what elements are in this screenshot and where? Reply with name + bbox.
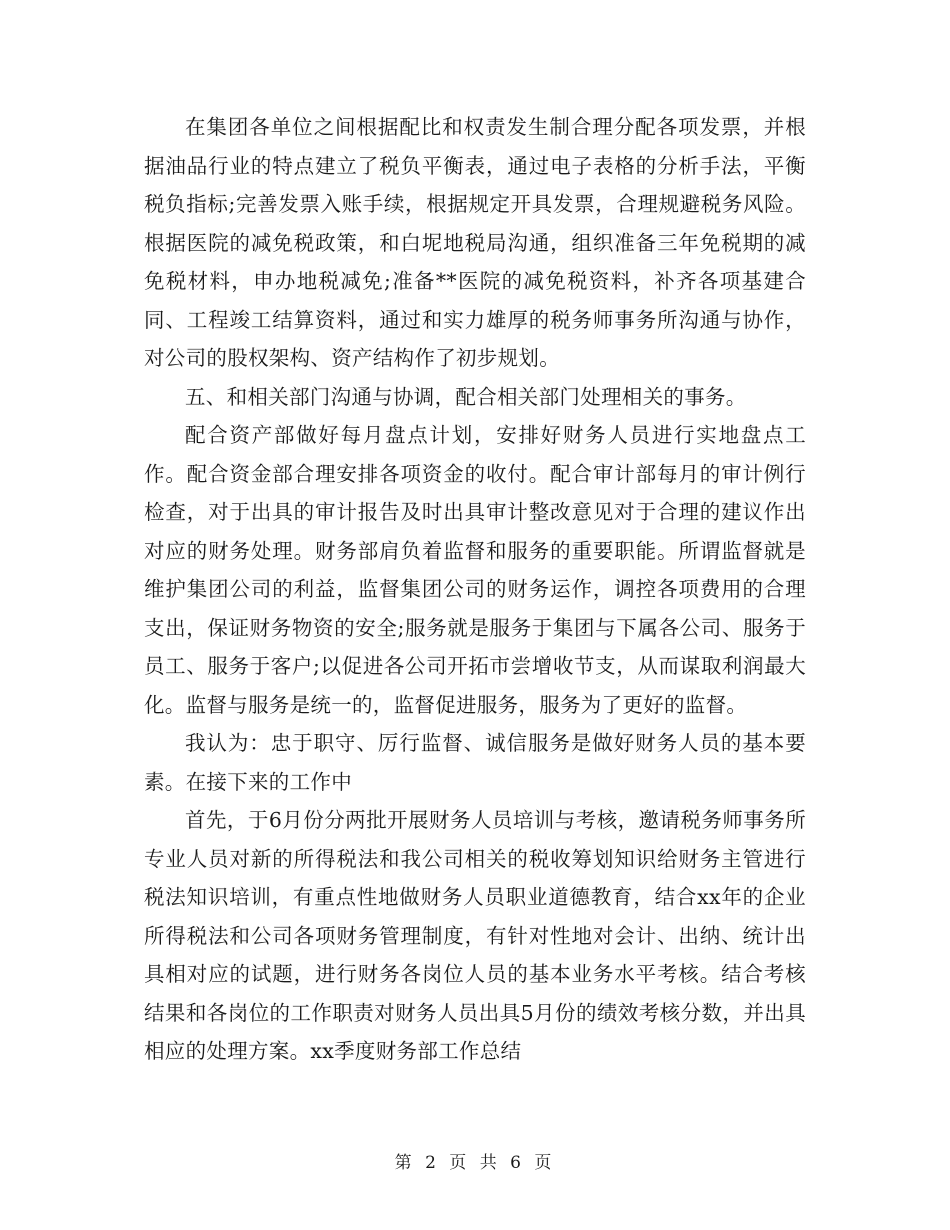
paragraph-department-cooperation: 配合资产部做好每月盘点计划，安排好财务人员进行实地盘点工作。配合资金部合理安排各项资金的收付。配合审计部每月的审计例行检查，对于出具的审计报告及时出具审计整改意见对于合理的建议作出对应的财务处理。财务部肩负着监督和服务的重要职能。所谓监督就是维护集团公司的利益，监督集团公司的财务运作，调控各项费用的合理支出，保证财务物资的安全;服务就是服务于集团与下属各公司、服务于员工、服务于客户;以促进各公司开拓市尝增收节支，从而谋取利润最大化。监督与服务是统一的，监督促进服务，服务为了更好的监督。 xyxy=(144,423,806,717)
page-number-footer: 第 2 页 共 6 页 xyxy=(394,1153,556,1173)
paragraph-section-five-heading: 五、和相关部门沟通与协调，配合相关部门处理相关的事务。 xyxy=(185,384,747,409)
paragraph-invoice-tax: 在集团各单位之间根据配比和权责发生制合理分配各项发票，并根据油品行业的特点建立了税负平衡表，通过电子表格的分析手法，平衡税负指标;完善发票入账手续，根据规定开具发票，合理规避税务风险。根据医院的减免税政策，和白坭地税局沟通，组织准备三年免税期的减免税材料，申办地税减免;准备**医院的减免税资料，补齐各项基建合同、工程竣工结算资料，通过和实力雄厚的税务师事务所沟通与协作，对公司的股权架构、资产结构作了初步规划。 xyxy=(144,115,806,370)
paragraph-training-plan: 首先，于6月份分两批开展财务人员培训与考核，邀请税务师事务所专业人员对新的所得税法和我公司相关的税收筹划知识给财务主管进行税法知识培训，有重点性地做财务人员职业道德教育，结合xx年的企业所得税法和公司各项财务管理制度，有针对性地对会计、出纳、统计出具相对应的试题，进行财务各岗位人员的基本业务水平考核。结合考核结果和各岗位的工作职责对财务人员出具5月份的绩效考核分数，并出具相应的处理方案。xx季度财务部工作总结 xyxy=(144,808,806,1063)
document-body xyxy=(144,108,806,1071)
paragraph-my-opinion: 我认为：忠于职守、厉行监督、诚信服务是做好财务人员的基本要素。在接下来的工作中 xyxy=(144,731,806,794)
